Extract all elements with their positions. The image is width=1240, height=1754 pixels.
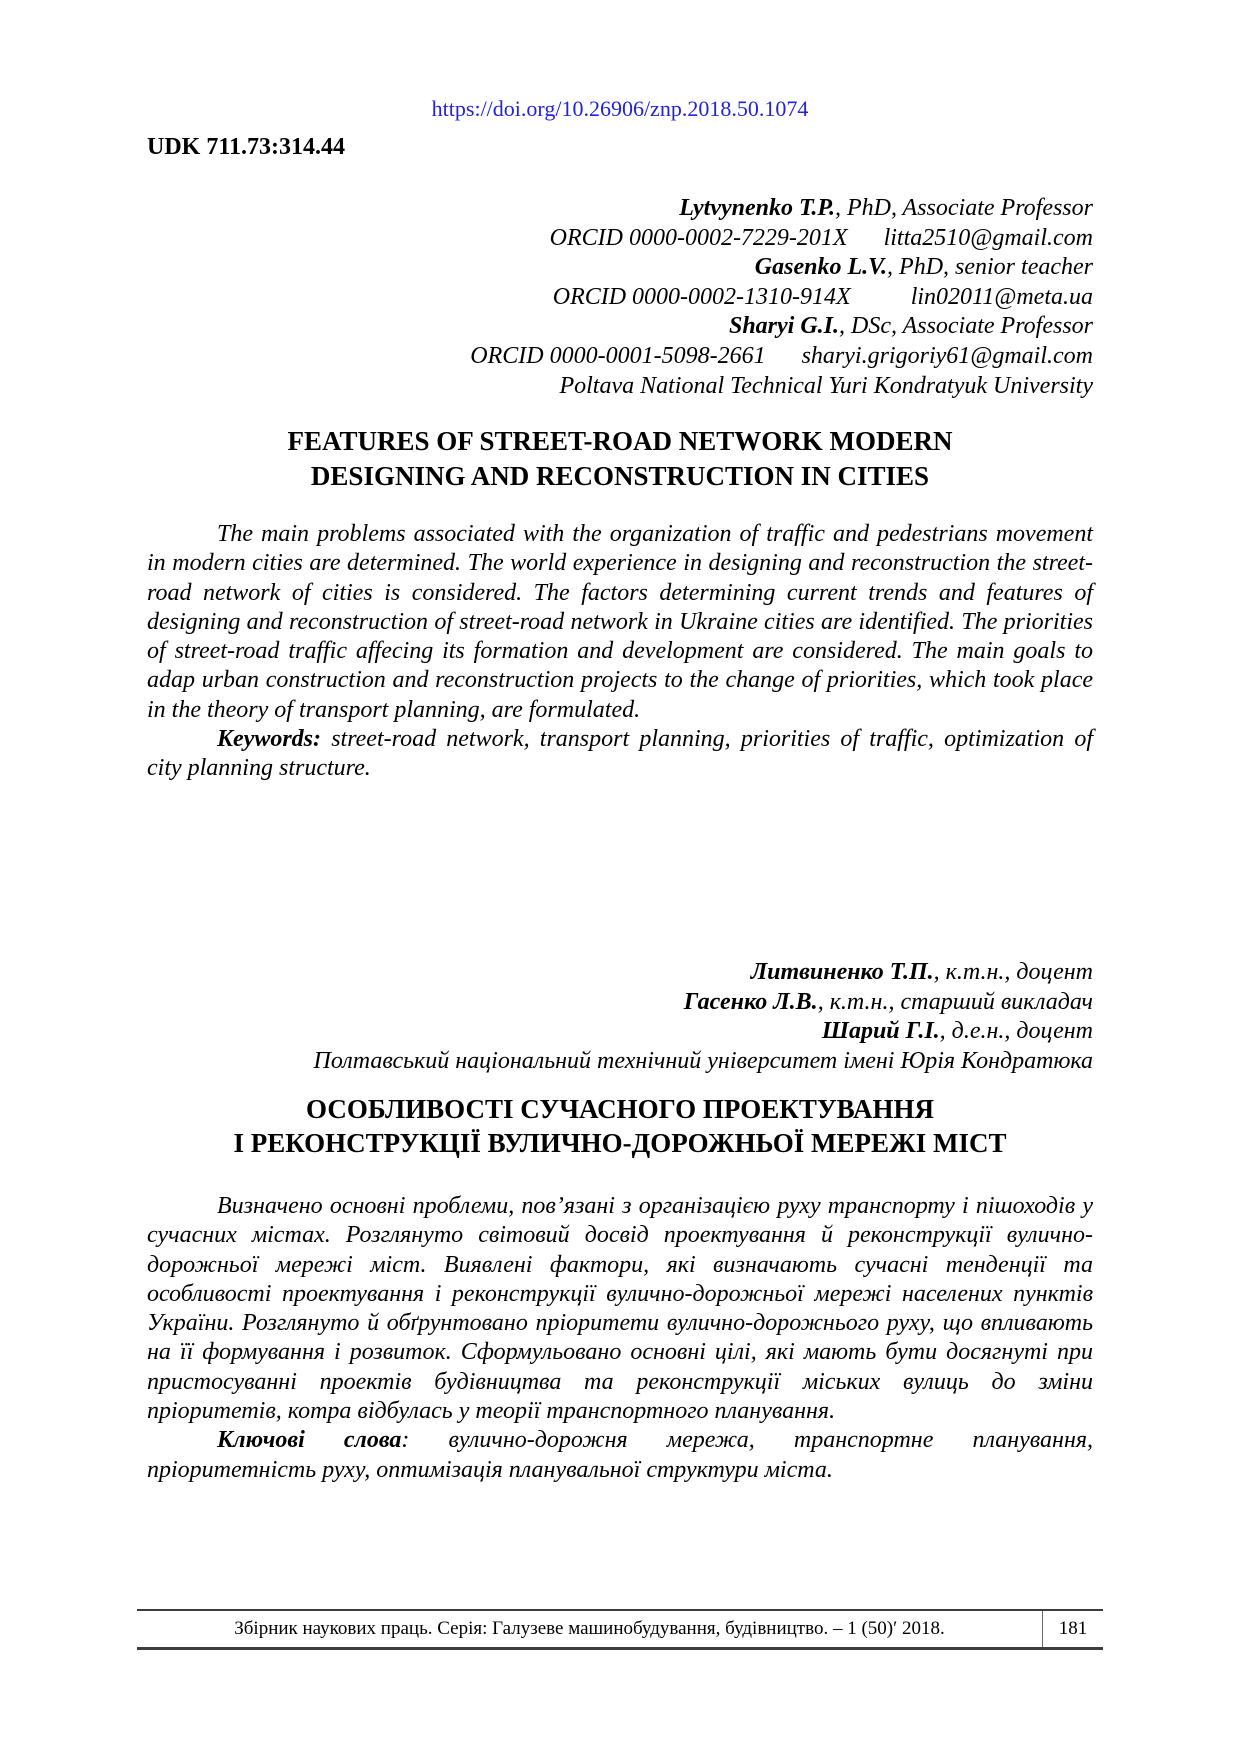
author-name: Sharyi G.I. [728, 313, 840, 340]
author-line [147, 1017, 1093, 1047]
page-footer [137, 1609, 1103, 1650]
article-title-en [147, 424, 1093, 494]
title-line: ОСОБЛИВОСТІ СУЧАСНОГО ПРОЕКТУВАННЯ [306, 1094, 934, 1124]
orcid-id: ORCID 0000-0002-7229-201X [549, 224, 848, 251]
author-block-en [147, 194, 1093, 401]
title-line: FEATURES OF STREET-ROAD NETWORK MODERN [287, 426, 953, 456]
keywords-label: Keywords: [217, 726, 321, 753]
keywords-paragraph [147, 725, 1093, 784]
author-email: litta2510@gmail.com [883, 224, 1093, 251]
author-email: sharyi.grigoriy61@gmail.com [801, 342, 1093, 369]
article-title-uk [147, 1092, 1093, 1160]
abstract-paragraph: The main problems associated with the organization of traffic and pedestrians movement in modern cities are determined. The world experience in designing and reconstruction the street-road network of cities is considered. The factors determining current trends and features of designing and reconstruction of street-road network in Ukraine cities are identified. The priorities of street-road traffic affecing its formation and development are considered. The main goals to adap urban construction and reconstruction projects to the change of priorities, which took place in the theory of transport planning, are formulated. [147, 521, 1093, 723]
author-role: , PhD, Associate Professor [835, 195, 1093, 221]
affiliation: Poltava National Technical Yuri Kondratyuk University [559, 372, 1093, 399]
udk-label: UDK 711.73:314.44 [147, 134, 345, 160]
footer-journal: Збірник наукових праць. Серія: Галузеве машинобудування, будівництво. – 1 (50)′ 2018. [234, 1618, 945, 1639]
orcid-line [147, 283, 1093, 313]
orcid-line [147, 342, 1093, 372]
author-role: , PhD, senior teacher [887, 254, 1093, 281]
author-line [147, 253, 1093, 283]
keywords-text: street-road network, transport planning, priorities of traffic, optimization of city planning structure. [147, 726, 1093, 782]
author-role: , к.т.н., доцент [933, 959, 1093, 985]
title-line: І РЕКОНСТРУКЦІЇ ВУЛИЧНО-ДОРОЖНЬОЇ МЕРЕЖІ МІСТ [233, 1128, 1007, 1158]
orcid-line [147, 224, 1093, 254]
author-name: Гасенко Л.В. [683, 988, 818, 1015]
author-role: , DSc, Associate Professor [839, 313, 1093, 340]
author-line [147, 958, 1093, 988]
author-name: Lytvynenko T.P. [679, 195, 835, 221]
orcid-id: ORCID 0000-0001-5098-2661 [470, 342, 766, 369]
abstract-uk [147, 1192, 1093, 1485]
footer-page-number: 181 [1042, 1611, 1103, 1647]
author-name: Gasenko L.V. [754, 254, 888, 281]
author-name: Шарий Г.І. [821, 1018, 940, 1045]
doi-link[interactable]: https://doi.org/10.26906/znp.2018.50.1074 [431, 96, 809, 121]
author-role: , к.т.н., старший викладач [817, 988, 1093, 1015]
orcid-id: ORCID 0000-0002-1310-914X [552, 283, 851, 310]
affiliation: Полтавський національний технічний університет імені Юрія Кондратюка [313, 1047, 1093, 1074]
author-block-uk [147, 958, 1093, 1076]
title-line: DESIGNING AND RECONSTRUCTION IN CITIES [310, 461, 930, 491]
author-role: , д.е.н., доцент [939, 1018, 1093, 1045]
doi-line [147, 96, 1093, 122]
keywords-paragraph [147, 1426, 1093, 1485]
author-email: lin02011@meta.ua [910, 283, 1093, 310]
abstract-paragraph: Визначено основні проблеми, пов’язані з організацією руху транспорту і пішоходів у сучасних містах. Розглянуто світовий досвід проектування й реконструкції вулично-дорожньої мережі міст. Виявлені фактори, які визначають сучасні тенденції та особливості проектування і реконструкції вулично-дорожньої мережі населених пунктів України. Розглянуто й обґрунтовано пріоритети вулично-дорожнього руху, що впливають на її формування і розвиток. Сформульовано основні цілі, які мають бути досягнуті при пристосуванні проектів будівництва та реконструкції міських вулиць до зміни пріоритетів, котра відбулась у теорії транспортного планування. [147, 1193, 1093, 1425]
author-name: Литвиненко Т.П. [750, 959, 934, 985]
author-line [147, 194, 1093, 224]
author-line [147, 312, 1093, 342]
keywords-label: Ключові слова [217, 1427, 402, 1454]
keywords-text: : вулично-дорожня мережа, транспортне планування, пріоритетність руху, оптимізація планувальної структури міста. [147, 1427, 1094, 1483]
abstract-en [147, 520, 1093, 784]
author-line [147, 988, 1093, 1018]
